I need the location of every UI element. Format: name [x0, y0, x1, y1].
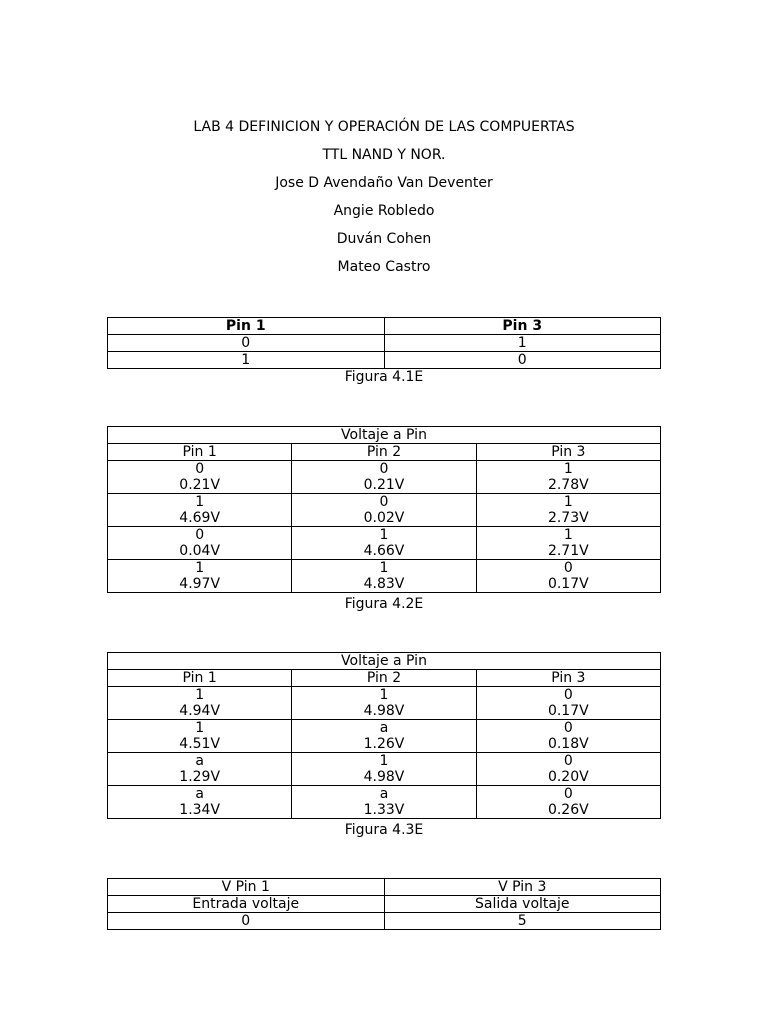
voltage-io-table: [107, 878, 661, 930]
voltage-value: 1.26V: [363, 736, 405, 752]
table-cell: [108, 753, 292, 786]
table-cell: 1: [384, 335, 661, 352]
column-header: Pin 3: [384, 318, 661, 335]
table-cell: 5: [384, 913, 661, 930]
logic-value: 0: [195, 527, 205, 543]
table-title: Voltaje a Pin: [108, 427, 661, 444]
table-row: [108, 527, 661, 560]
table-title: Voltaje a Pin: [108, 653, 661, 670]
author-name: Mateo Castro: [337, 259, 431, 275]
logic-value: 1: [379, 527, 389, 543]
document-header: [0, 117, 768, 285]
voltage-value: 4.94V: [179, 703, 221, 719]
table-cell: [476, 560, 660, 593]
table-cell: [292, 461, 476, 494]
table-cell: [292, 786, 476, 819]
logic-value: 0: [563, 687, 573, 703]
column-header: V Pin 1: [108, 879, 385, 896]
table-row: [108, 352, 661, 369]
table-header-row: [108, 879, 661, 896]
table-header-row: [108, 318, 661, 335]
logic-value: a: [379, 786, 389, 802]
figure-caption: Figura 4.1E: [344, 369, 424, 385]
author-name: Duván Cohen: [336, 231, 432, 247]
column-header: Pin 1: [108, 444, 292, 461]
table-cell: [292, 527, 476, 560]
voltage-value: 0.04V: [179, 543, 221, 559]
voltage-value: 0.17V: [547, 576, 589, 592]
logic-value: 0: [563, 720, 573, 736]
table-cell: [108, 494, 292, 527]
column-header: Pin 2: [292, 444, 476, 461]
table-cell: 0: [108, 913, 385, 930]
logic-value: a: [195, 786, 204, 802]
logic-value: a: [195, 753, 204, 769]
table-cell: [108, 687, 292, 720]
table-cell: 0: [384, 352, 661, 369]
logic-value: a: [379, 720, 389, 736]
table-cell: [292, 687, 476, 720]
author-name: Jose D Avendaño Van Deventer: [275, 175, 493, 191]
voltage-table-4-3: [107, 652, 661, 819]
table-header-row: [108, 670, 661, 687]
logic-value: 0: [195, 461, 205, 477]
logic-value: 1: [195, 720, 205, 736]
table-cell: [292, 560, 476, 593]
table-row: [108, 896, 661, 913]
table-cell: [476, 527, 660, 560]
table-cell: [108, 786, 292, 819]
table-title-row: [108, 427, 661, 444]
column-header: Pin 3: [476, 444, 660, 461]
column-header: Pin 3: [476, 670, 660, 687]
table-cell: Salida voltaje: [384, 896, 661, 913]
table-row: [108, 753, 661, 786]
voltage-value: 0.21V: [363, 477, 405, 493]
voltage-table-4-2: [107, 426, 661, 593]
column-header: Pin 1: [108, 318, 385, 335]
logic-value: 1: [195, 687, 205, 703]
column-header: Pin 2: [292, 670, 476, 687]
table-row: [108, 335, 661, 352]
table-cell: [292, 720, 476, 753]
lab-title: LAB 4 DEFINICION Y OPERACIÓN DE LAS COMPUERTAS: [193, 119, 575, 135]
voltage-value: 0.26V: [547, 802, 589, 818]
table-cell: [476, 786, 660, 819]
logic-value: 1: [379, 753, 389, 769]
logic-value: 1: [563, 461, 573, 477]
voltage-value: 4.51V: [179, 736, 221, 752]
voltage-value: 0.02V: [363, 510, 405, 526]
voltage-value: 4.83V: [363, 576, 405, 592]
voltage-value: 0.20V: [547, 769, 589, 785]
logic-value: 0: [563, 560, 573, 576]
table-cell: [108, 461, 292, 494]
logic-value: 0: [379, 461, 389, 477]
logic-value: 1: [563, 494, 573, 510]
logic-value: 0: [563, 786, 573, 802]
table-cell: [476, 461, 660, 494]
figure-caption: Figura 4.3E: [344, 822, 424, 838]
voltage-value: 2.71V: [547, 543, 589, 559]
table-row: [108, 913, 661, 930]
voltage-value: 4.98V: [363, 703, 405, 719]
table-cell: [476, 753, 660, 786]
logic-value: 1: [379, 687, 389, 703]
logic-value: 1: [563, 527, 573, 543]
table-cell: [476, 720, 660, 753]
table-cell: [292, 494, 476, 527]
truth-table-4-1: [107, 317, 661, 369]
logic-value: 0: [379, 494, 389, 510]
voltage-value: 0.21V: [179, 477, 221, 493]
table-cell: [476, 494, 660, 527]
column-header: V Pin 3: [384, 879, 661, 896]
logic-value: 1: [195, 494, 205, 510]
table-cell: [108, 560, 292, 593]
logic-value: 1: [195, 560, 205, 576]
voltage-value: 0.17V: [547, 703, 589, 719]
table-row: [108, 461, 661, 494]
author-name: Angie Robledo: [333, 203, 435, 219]
logic-value: 0: [563, 753, 573, 769]
table-cell: 1: [108, 352, 385, 369]
column-header: Pin 1: [108, 670, 292, 687]
table-cell: Entrada voltaje: [108, 896, 385, 913]
voltage-value: 2.78V: [547, 477, 589, 493]
table-row: [108, 560, 661, 593]
table-row: [108, 687, 661, 720]
voltage-value: 4.97V: [179, 576, 221, 592]
lab-subtitle: TTL NAND Y NOR.: [322, 147, 446, 163]
table-cell: [476, 687, 660, 720]
logic-value: 1: [379, 560, 389, 576]
table-cell: [108, 720, 292, 753]
figure-caption: Figura 4.2E: [344, 596, 424, 612]
voltage-value: 1.29V: [179, 769, 221, 785]
table-cell: [108, 527, 292, 560]
voltage-value: 1.33V: [363, 802, 405, 818]
table-cell: [292, 753, 476, 786]
table-row: [108, 786, 661, 819]
table-row: [108, 720, 661, 753]
voltage-value: 2.73V: [547, 510, 589, 526]
voltage-value: 0.18V: [547, 736, 589, 752]
voltage-value: 4.98V: [363, 769, 405, 785]
voltage-value: 4.69V: [179, 510, 221, 526]
voltage-value: 1.34V: [179, 802, 221, 818]
table-title-row: [108, 653, 661, 670]
table-header-row: [108, 444, 661, 461]
voltage-value: 4.66V: [363, 543, 405, 559]
table-row: [108, 494, 661, 527]
table-cell: 0: [108, 335, 385, 352]
